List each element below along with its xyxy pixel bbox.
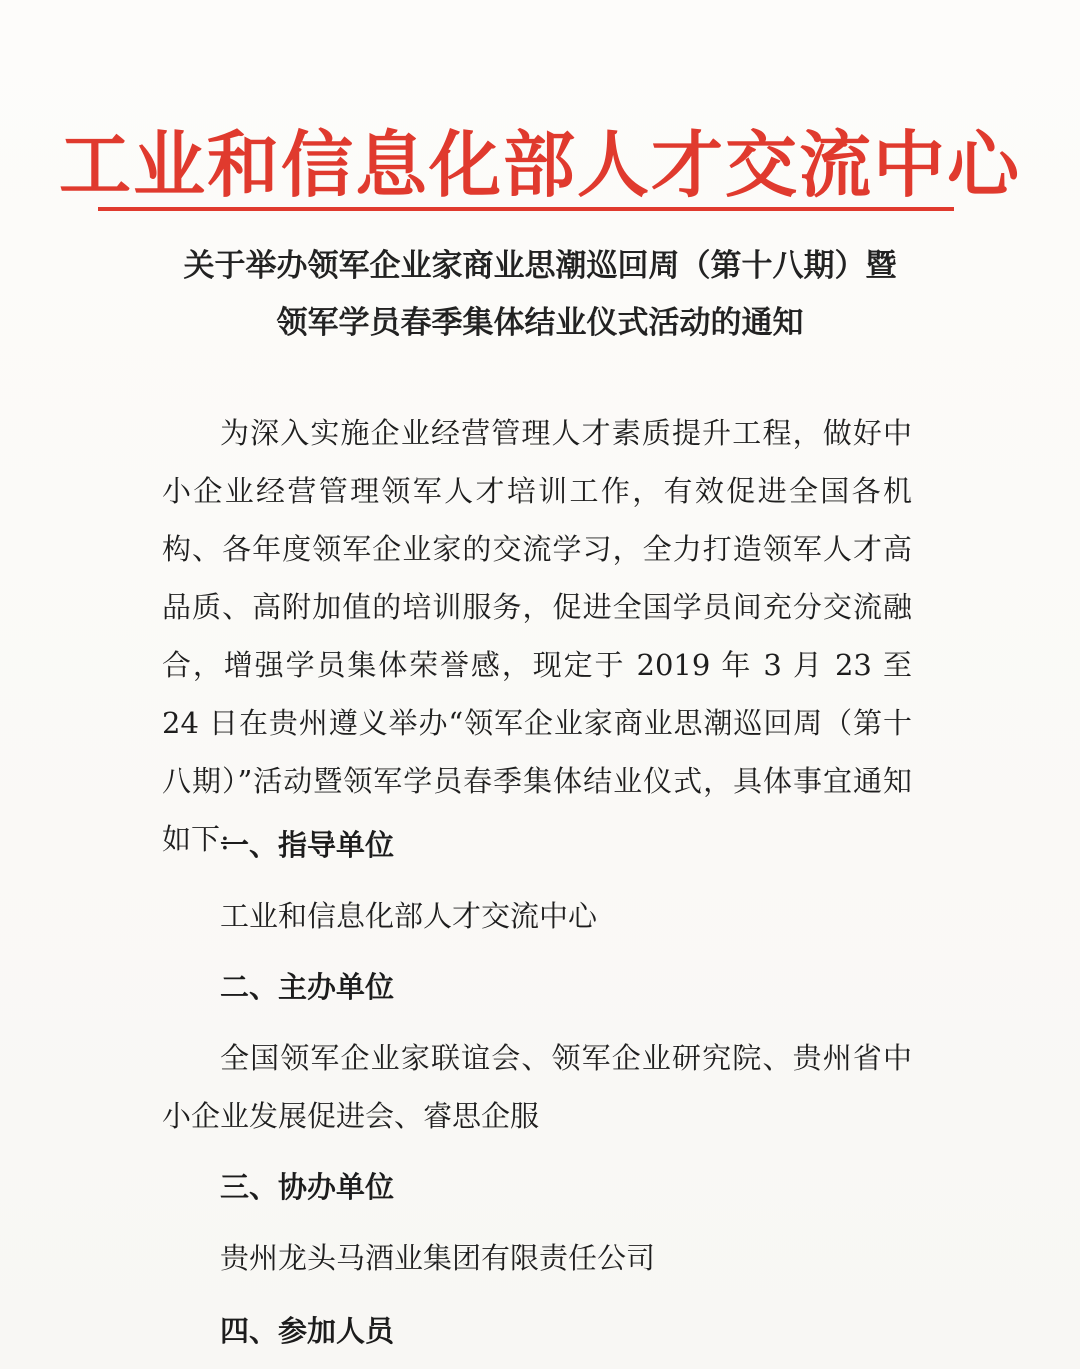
section-body-host-unit: 全国领军企业家联谊会、领军企业研究院、贵州省中小企业发展促进会、睿思企服 — [162, 1041, 912, 1133]
section-heading-co-organizer: 三、协办单位 — [220, 1170, 395, 1204]
section-body-co-organizer: 贵州龙头马酒业集团有限责任公司 — [220, 1241, 656, 1275]
section-heading-guiding-unit: 一、指导单位 — [220, 828, 395, 862]
section-body-guiding-unit: 工业和信息化部人才交流中心 — [220, 899, 598, 933]
letterhead-red-rule — [98, 207, 954, 211]
intro-paragraph: 为深入实施企业经营管理人才素质提升工程，做好中小企业经营管理领军人才培训工作，有效促进全国各机构、各年度领军企业家的交流学习，全力打造领军人才高品质、高附加值的培训服务，促进全国学员间充分交流融合，增强学员集体荣誉感，现定于 2019 年 3 月 23 至 24 日在贵州遵义举办“领军企业家商业思潮巡回周（第十八期）”活动暨领军学员春季集体结业仪式，具体事宜通知如下: — [162, 416, 912, 856]
section-heading-host-unit: 二、主办单位 — [220, 970, 395, 1004]
notice-title-line-2: 领军学员春季集体结业仪式活动的通知 — [276, 305, 804, 341]
section-heading-participants: 四、参加人员 — [220, 1314, 395, 1348]
organization-letterhead: 工业和信息化部人才交流中心 — [58, 122, 1021, 207]
notice-title-line-1: 关于举办领军企业家商业思潮巡回周（第十八期）暨 — [183, 248, 897, 284]
